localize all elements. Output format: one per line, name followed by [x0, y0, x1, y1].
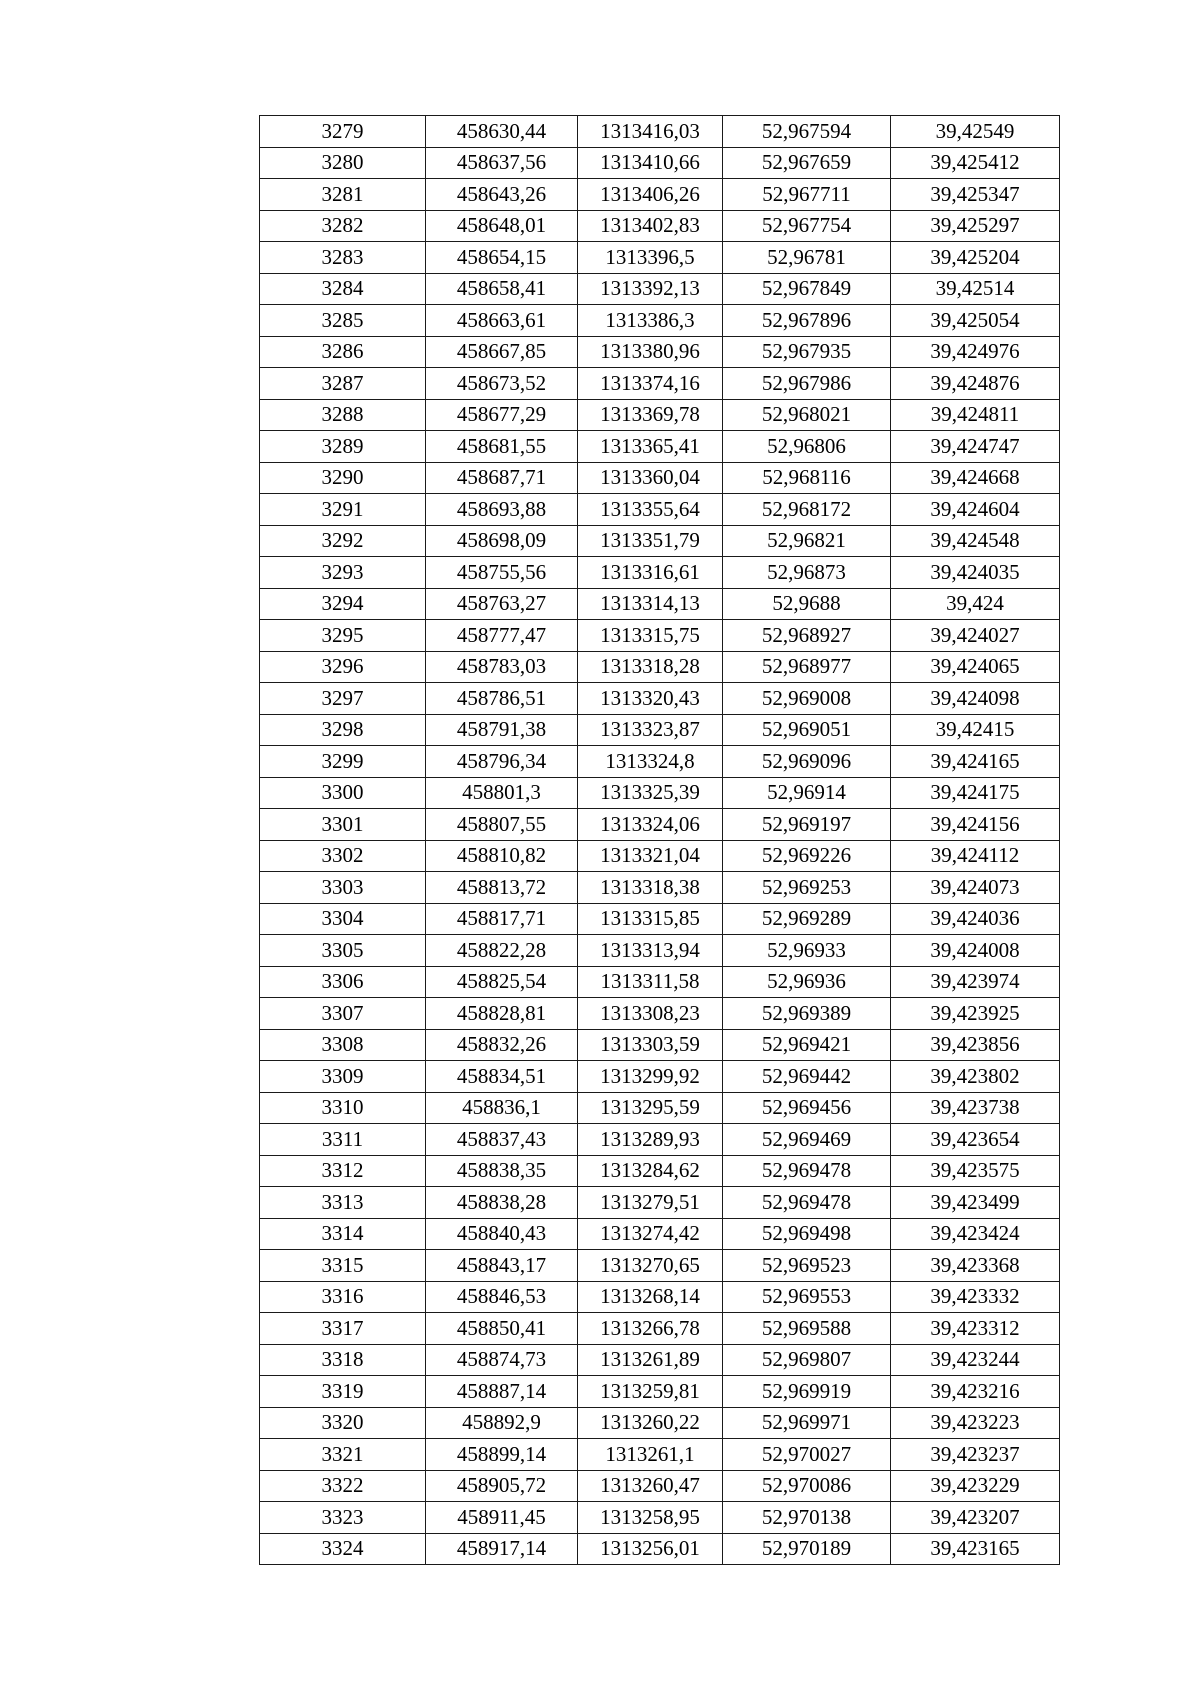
- y-coordinate-cell: 1313416,03: [578, 116, 723, 148]
- x-coordinate-cell: 458783,03: [426, 651, 578, 683]
- latitude-cell: 52,969553: [723, 1281, 891, 1313]
- table-row: [260, 368, 1060, 400]
- x-coordinate-cell: 458796,34: [426, 746, 578, 778]
- longitude-cell: 39,425412: [891, 147, 1060, 179]
- y-coordinate-cell: 1313323,87: [578, 714, 723, 746]
- table-row: [260, 903, 1060, 935]
- y-coordinate-cell: 1313259,81: [578, 1376, 723, 1408]
- latitude-cell: 52,969442: [723, 1061, 891, 1093]
- latitude-cell: 52,969096: [723, 746, 891, 778]
- latitude-cell: 52,970138: [723, 1502, 891, 1534]
- point-number-cell: 3314: [260, 1218, 426, 1250]
- point-number-cell: 3297: [260, 683, 426, 715]
- x-coordinate-cell: 458838,28: [426, 1187, 578, 1219]
- point-number-cell: 3307: [260, 998, 426, 1030]
- latitude-cell: 52,9688: [723, 588, 891, 620]
- x-coordinate-cell: 458843,17: [426, 1250, 578, 1282]
- latitude-cell: 52,969807: [723, 1344, 891, 1376]
- longitude-cell: 39,424: [891, 588, 1060, 620]
- x-coordinate-cell: 458834,51: [426, 1061, 578, 1093]
- y-coordinate-cell: 1313318,28: [578, 651, 723, 683]
- longitude-cell: 39,424604: [891, 494, 1060, 526]
- point-number-cell: 3291: [260, 494, 426, 526]
- point-number-cell: 3285: [260, 305, 426, 337]
- y-coordinate-cell: 1313289,93: [578, 1124, 723, 1156]
- latitude-cell: 52,969389: [723, 998, 891, 1030]
- longitude-cell: 39,423925: [891, 998, 1060, 1030]
- point-number-cell: 3319: [260, 1376, 426, 1408]
- y-coordinate-cell: 1313321,04: [578, 840, 723, 872]
- latitude-cell: 52,967594: [723, 116, 891, 148]
- point-number-cell: 3301: [260, 809, 426, 841]
- point-number-cell: 3299: [260, 746, 426, 778]
- point-number-cell: 3306: [260, 966, 426, 998]
- table-row: [260, 210, 1060, 242]
- x-coordinate-cell: 458763,27: [426, 588, 578, 620]
- point-number-cell: 3280: [260, 147, 426, 179]
- point-number-cell: 3287: [260, 368, 426, 400]
- x-coordinate-cell: 458807,55: [426, 809, 578, 841]
- y-coordinate-cell: 1313360,04: [578, 462, 723, 494]
- x-coordinate-cell: 458837,43: [426, 1124, 578, 1156]
- longitude-cell: 39,424065: [891, 651, 1060, 683]
- point-number-cell: 3321: [260, 1439, 426, 1471]
- latitude-cell: 52,969469: [723, 1124, 891, 1156]
- point-number-cell: 3295: [260, 620, 426, 652]
- y-coordinate-cell: 1313266,78: [578, 1313, 723, 1345]
- x-coordinate-cell: 458755,56: [426, 557, 578, 589]
- x-coordinate-cell: 458801,3: [426, 777, 578, 809]
- table-row: [260, 809, 1060, 841]
- y-coordinate-cell: 1313392,13: [578, 273, 723, 305]
- table-row: [260, 242, 1060, 274]
- coordinates-table: [259, 115, 1060, 1565]
- latitude-cell: 52,96936: [723, 966, 891, 998]
- table-row: [260, 1124, 1060, 1156]
- x-coordinate-cell: 458813,72: [426, 872, 578, 904]
- table-row: [260, 525, 1060, 557]
- point-number-cell: 3324: [260, 1533, 426, 1565]
- latitude-cell: 52,969289: [723, 903, 891, 935]
- point-number-cell: 3323: [260, 1502, 426, 1534]
- x-coordinate-cell: 458825,54: [426, 966, 578, 998]
- table-row: [260, 462, 1060, 494]
- point-number-cell: 3303: [260, 872, 426, 904]
- longitude-cell: 39,424008: [891, 935, 1060, 967]
- point-number-cell: 3304: [260, 903, 426, 935]
- x-coordinate-cell: 458654,15: [426, 242, 578, 274]
- point-number-cell: 3309: [260, 1061, 426, 1093]
- longitude-cell: 39,423237: [891, 1439, 1060, 1471]
- y-coordinate-cell: 1313406,26: [578, 179, 723, 211]
- longitude-cell: 39,423974: [891, 966, 1060, 998]
- table-row: [260, 1313, 1060, 1345]
- longitude-cell: 39,424098: [891, 683, 1060, 715]
- latitude-cell: 52,967711: [723, 179, 891, 211]
- latitude-cell: 52,969197: [723, 809, 891, 841]
- point-number-cell: 3286: [260, 336, 426, 368]
- table-row: [260, 305, 1060, 337]
- latitude-cell: 52,969008: [723, 683, 891, 715]
- table-row: [260, 1092, 1060, 1124]
- table-row: [260, 1502, 1060, 1534]
- y-coordinate-cell: 1313410,66: [578, 147, 723, 179]
- latitude-cell: 52,969478: [723, 1187, 891, 1219]
- table-row: [260, 651, 1060, 683]
- point-number-cell: 3302: [260, 840, 426, 872]
- latitude-cell: 52,969226: [723, 840, 891, 872]
- longitude-cell: 39,425297: [891, 210, 1060, 242]
- latitude-cell: 52,969421: [723, 1029, 891, 1061]
- y-coordinate-cell: 1313316,61: [578, 557, 723, 589]
- y-coordinate-cell: 1313313,94: [578, 935, 723, 967]
- longitude-cell: 39,424668: [891, 462, 1060, 494]
- longitude-cell: 39,424027: [891, 620, 1060, 652]
- table-row: [260, 872, 1060, 904]
- x-coordinate-cell: 458648,01: [426, 210, 578, 242]
- point-number-cell: 3317: [260, 1313, 426, 1345]
- table-row: [260, 1218, 1060, 1250]
- latitude-cell: 52,969523: [723, 1250, 891, 1282]
- point-number-cell: 3292: [260, 525, 426, 557]
- x-coordinate-cell: 458693,88: [426, 494, 578, 526]
- latitude-cell: 52,968927: [723, 620, 891, 652]
- latitude-cell: 52,968116: [723, 462, 891, 494]
- y-coordinate-cell: 1313315,75: [578, 620, 723, 652]
- x-coordinate-cell: 458777,47: [426, 620, 578, 652]
- point-number-cell: 3316: [260, 1281, 426, 1313]
- latitude-cell: 52,96914: [723, 777, 891, 809]
- longitude-cell: 39,424036: [891, 903, 1060, 935]
- y-coordinate-cell: 1313270,65: [578, 1250, 723, 1282]
- x-coordinate-cell: 458840,43: [426, 1218, 578, 1250]
- y-coordinate-cell: 1313268,14: [578, 1281, 723, 1313]
- y-coordinate-cell: 1313308,23: [578, 998, 723, 1030]
- longitude-cell: 39,424976: [891, 336, 1060, 368]
- latitude-cell: 52,967896: [723, 305, 891, 337]
- longitude-cell: 39,423499: [891, 1187, 1060, 1219]
- x-coordinate-cell: 458677,29: [426, 399, 578, 431]
- x-coordinate-cell: 458663,61: [426, 305, 578, 337]
- y-coordinate-cell: 1313314,13: [578, 588, 723, 620]
- latitude-cell: 52,969478: [723, 1155, 891, 1187]
- longitude-cell: 39,423738: [891, 1092, 1060, 1124]
- longitude-cell: 39,423207: [891, 1502, 1060, 1534]
- y-coordinate-cell: 1313279,51: [578, 1187, 723, 1219]
- x-coordinate-cell: 458836,1: [426, 1092, 578, 1124]
- longitude-cell: 39,42514: [891, 273, 1060, 305]
- longitude-cell: 39,424112: [891, 840, 1060, 872]
- y-coordinate-cell: 1313369,78: [578, 399, 723, 431]
- longitude-cell: 39,425204: [891, 242, 1060, 274]
- x-coordinate-cell: 458687,71: [426, 462, 578, 494]
- x-coordinate-cell: 458850,41: [426, 1313, 578, 1345]
- point-number-cell: 3310: [260, 1092, 426, 1124]
- table-row: [260, 494, 1060, 526]
- y-coordinate-cell: 1313320,43: [578, 683, 723, 715]
- x-coordinate-cell: 458846,53: [426, 1281, 578, 1313]
- point-number-cell: 3296: [260, 651, 426, 683]
- longitude-cell: 39,424747: [891, 431, 1060, 463]
- x-coordinate-cell: 458637,56: [426, 147, 578, 179]
- table-row: [260, 1155, 1060, 1187]
- y-coordinate-cell: 1313380,96: [578, 336, 723, 368]
- point-number-cell: 3300: [260, 777, 426, 809]
- y-coordinate-cell: 1313355,64: [578, 494, 723, 526]
- x-coordinate-cell: 458838,35: [426, 1155, 578, 1187]
- x-coordinate-cell: 458899,14: [426, 1439, 578, 1471]
- longitude-cell: 39,424548: [891, 525, 1060, 557]
- longitude-cell: 39,423312: [891, 1313, 1060, 1345]
- table-row: [260, 998, 1060, 1030]
- table-row: [260, 966, 1060, 998]
- longitude-cell: 39,42415: [891, 714, 1060, 746]
- longitude-cell: 39,424165: [891, 746, 1060, 778]
- point-number-cell: 3294: [260, 588, 426, 620]
- longitude-cell: 39,424035: [891, 557, 1060, 589]
- latitude-cell: 52,967849: [723, 273, 891, 305]
- y-coordinate-cell: 1313365,41: [578, 431, 723, 463]
- latitude-cell: 52,96781: [723, 242, 891, 274]
- x-coordinate-cell: 458828,81: [426, 998, 578, 1030]
- longitude-cell: 39,423368: [891, 1250, 1060, 1282]
- y-coordinate-cell: 1313260,47: [578, 1470, 723, 1502]
- longitude-cell: 39,423654: [891, 1124, 1060, 1156]
- longitude-cell: 39,423244: [891, 1344, 1060, 1376]
- x-coordinate-cell: 458658,41: [426, 273, 578, 305]
- y-coordinate-cell: 1313303,59: [578, 1029, 723, 1061]
- x-coordinate-cell: 458917,14: [426, 1533, 578, 1565]
- table-row: [260, 746, 1060, 778]
- point-number-cell: 3322: [260, 1470, 426, 1502]
- point-number-cell: 3282: [260, 210, 426, 242]
- point-number-cell: 3312: [260, 1155, 426, 1187]
- x-coordinate-cell: 458681,55: [426, 431, 578, 463]
- latitude-cell: 52,969253: [723, 872, 891, 904]
- table-row: [260, 557, 1060, 589]
- latitude-cell: 52,968977: [723, 651, 891, 683]
- x-coordinate-cell: 458786,51: [426, 683, 578, 715]
- latitude-cell: 52,970027: [723, 1439, 891, 1471]
- y-coordinate-cell: 1313284,62: [578, 1155, 723, 1187]
- y-coordinate-cell: 1313324,06: [578, 809, 723, 841]
- point-number-cell: 3283: [260, 242, 426, 274]
- latitude-cell: 52,967754: [723, 210, 891, 242]
- x-coordinate-cell: 458887,14: [426, 1376, 578, 1408]
- longitude-cell: 39,424156: [891, 809, 1060, 841]
- table-row: [260, 1533, 1060, 1565]
- latitude-cell: 52,969498: [723, 1218, 891, 1250]
- table-row: [260, 714, 1060, 746]
- coordinates-table-body: [260, 116, 1060, 1565]
- table-row: [260, 588, 1060, 620]
- longitude-cell: 39,424811: [891, 399, 1060, 431]
- table-row: [260, 1187, 1060, 1219]
- latitude-cell: 52,967986: [723, 368, 891, 400]
- point-number-cell: 3305: [260, 935, 426, 967]
- y-coordinate-cell: 1313396,5: [578, 242, 723, 274]
- table-row: [260, 683, 1060, 715]
- point-number-cell: 3281: [260, 179, 426, 211]
- table-row: [260, 179, 1060, 211]
- latitude-cell: 52,96821: [723, 525, 891, 557]
- x-coordinate-cell: 458817,71: [426, 903, 578, 935]
- longitude-cell: 39,425347: [891, 179, 1060, 211]
- latitude-cell: 52,970189: [723, 1533, 891, 1565]
- y-coordinate-cell: 1313295,59: [578, 1092, 723, 1124]
- longitude-cell: 39,424876: [891, 368, 1060, 400]
- table-row: [260, 431, 1060, 463]
- y-coordinate-cell: 1313325,39: [578, 777, 723, 809]
- table-row: [260, 1281, 1060, 1313]
- x-coordinate-cell: 458822,28: [426, 935, 578, 967]
- y-coordinate-cell: 1313261,89: [578, 1344, 723, 1376]
- point-number-cell: 3320: [260, 1407, 426, 1439]
- table-row: [260, 399, 1060, 431]
- latitude-cell: 52,969456: [723, 1092, 891, 1124]
- x-coordinate-cell: 458791,38: [426, 714, 578, 746]
- table-row: [260, 935, 1060, 967]
- point-number-cell: 3298: [260, 714, 426, 746]
- point-number-cell: 3288: [260, 399, 426, 431]
- table-row: [260, 1344, 1060, 1376]
- x-coordinate-cell: 458911,45: [426, 1502, 578, 1534]
- table-row: [260, 620, 1060, 652]
- point-number-cell: 3311: [260, 1124, 426, 1156]
- table-row: [260, 147, 1060, 179]
- y-coordinate-cell: 1313386,3: [578, 305, 723, 337]
- y-coordinate-cell: 1313274,42: [578, 1218, 723, 1250]
- table-row: [260, 777, 1060, 809]
- longitude-cell: 39,425054: [891, 305, 1060, 337]
- table-row: [260, 273, 1060, 305]
- point-number-cell: 3315: [260, 1250, 426, 1282]
- table-row: [260, 1439, 1060, 1471]
- y-coordinate-cell: 1313311,58: [578, 966, 723, 998]
- y-coordinate-cell: 1313318,38: [578, 872, 723, 904]
- point-number-cell: 3318: [260, 1344, 426, 1376]
- latitude-cell: 52,967935: [723, 336, 891, 368]
- point-number-cell: 3308: [260, 1029, 426, 1061]
- x-coordinate-cell: 458698,09: [426, 525, 578, 557]
- point-number-cell: 3293: [260, 557, 426, 589]
- y-coordinate-cell: 1313261,1: [578, 1439, 723, 1471]
- longitude-cell: 39,423332: [891, 1281, 1060, 1313]
- table-row: [260, 1029, 1060, 1061]
- y-coordinate-cell: 1313374,16: [578, 368, 723, 400]
- x-coordinate-cell: 458810,82: [426, 840, 578, 872]
- longitude-cell: 39,423216: [891, 1376, 1060, 1408]
- longitude-cell: 39,423424: [891, 1218, 1060, 1250]
- latitude-cell: 52,967659: [723, 147, 891, 179]
- longitude-cell: 39,423856: [891, 1029, 1060, 1061]
- y-coordinate-cell: 1313402,83: [578, 210, 723, 242]
- x-coordinate-cell: 458832,26: [426, 1029, 578, 1061]
- latitude-cell: 52,969051: [723, 714, 891, 746]
- y-coordinate-cell: 1313299,92: [578, 1061, 723, 1093]
- y-coordinate-cell: 1313351,79: [578, 525, 723, 557]
- latitude-cell: 52,968172: [723, 494, 891, 526]
- y-coordinate-cell: 1313260,22: [578, 1407, 723, 1439]
- table-row: [260, 1407, 1060, 1439]
- point-number-cell: 3289: [260, 431, 426, 463]
- point-number-cell: 3290: [260, 462, 426, 494]
- latitude-cell: 52,969971: [723, 1407, 891, 1439]
- point-number-cell: 3313: [260, 1187, 426, 1219]
- y-coordinate-cell: 1313258,95: [578, 1502, 723, 1534]
- latitude-cell: 52,96806: [723, 431, 891, 463]
- longitude-cell: 39,423229: [891, 1470, 1060, 1502]
- latitude-cell: 52,969919: [723, 1376, 891, 1408]
- longitude-cell: 39,423802: [891, 1061, 1060, 1093]
- x-coordinate-cell: 458905,72: [426, 1470, 578, 1502]
- latitude-cell: 52,970086: [723, 1470, 891, 1502]
- x-coordinate-cell: 458673,52: [426, 368, 578, 400]
- table-row: [260, 1061, 1060, 1093]
- x-coordinate-cell: 458892,9: [426, 1407, 578, 1439]
- latitude-cell: 52,968021: [723, 399, 891, 431]
- y-coordinate-cell: 1313315,85: [578, 903, 723, 935]
- table-row: [260, 1470, 1060, 1502]
- x-coordinate-cell: 458667,85: [426, 336, 578, 368]
- longitude-cell: 39,424175: [891, 777, 1060, 809]
- y-coordinate-cell: 1313256,01: [578, 1533, 723, 1565]
- longitude-cell: 39,42549: [891, 116, 1060, 148]
- point-number-cell: 3284: [260, 273, 426, 305]
- x-coordinate-cell: 458630,44: [426, 116, 578, 148]
- point-number-cell: 3279: [260, 116, 426, 148]
- table-row: [260, 116, 1060, 148]
- x-coordinate-cell: 458643,26: [426, 179, 578, 211]
- latitude-cell: 52,96933: [723, 935, 891, 967]
- x-coordinate-cell: 458874,73: [426, 1344, 578, 1376]
- longitude-cell: 39,423223: [891, 1407, 1060, 1439]
- longitude-cell: 39,424073: [891, 872, 1060, 904]
- table-row: [260, 1250, 1060, 1282]
- table-row: [260, 840, 1060, 872]
- latitude-cell: 52,96873: [723, 557, 891, 589]
- table-row: [260, 336, 1060, 368]
- latitude-cell: 52,969588: [723, 1313, 891, 1345]
- longitude-cell: 39,423165: [891, 1533, 1060, 1565]
- y-coordinate-cell: 1313324,8: [578, 746, 723, 778]
- longitude-cell: 39,423575: [891, 1155, 1060, 1187]
- table-row: [260, 1376, 1060, 1408]
